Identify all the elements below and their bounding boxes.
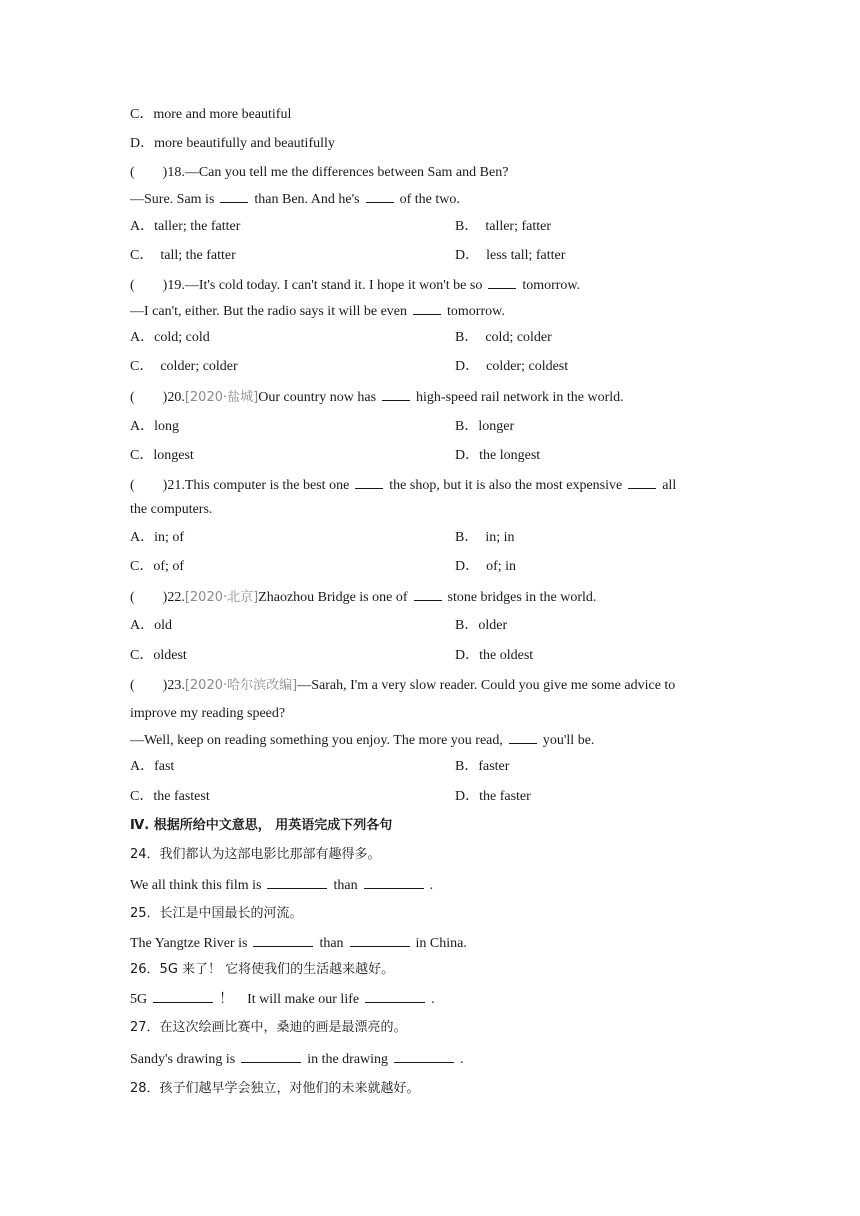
q27-english-sentence [130,1050,464,1069]
q19-dialogue [130,302,505,321]
q23-prefix: ( )23. [130,678,185,693]
q19-option-d: D． colder; coldest [455,359,569,374]
q22-option-b: B．older [455,618,508,633]
q24-part: We all think this film is [130,878,262,893]
answer-blank [350,934,410,947]
q20-prefix: ( )20. [130,390,185,405]
q20-stem [130,388,624,407]
q20-stem-part: high-speed rail network in the world. [416,390,624,405]
q27-part: in the drawing [307,1052,389,1067]
q22-option-d: D．the oldest [455,648,534,663]
answer-blank [365,990,425,1003]
answer-blank [413,302,441,315]
q23-source-tag: [2020·哈尔滨改编] [184,678,298,693]
q21-stem-part: the shop, but it is also the most expensive [389,478,623,493]
q18-option-c: C． tall; the fatter [130,248,236,263]
q25-part: The Yangtze River is [130,936,248,951]
q26-part: . [431,992,435,1007]
q18-dialogue [130,190,460,209]
q19-stem-part: ( )19.—It's cold today. I can't stand it. I hope it won't be so [130,278,483,293]
q20-option-a: A．long [130,419,179,434]
q22-option-a: A．old [130,618,172,633]
answer-blank [153,990,213,1003]
q21-option-d: D． of; in [455,559,517,574]
q26-english-sentence [130,990,435,1009]
q27-chinese-prompt: 27．在这次绘画比赛中，桑迪的画是最漂亮的。 [130,1020,407,1035]
q23-stem-continued: improve my reading speed? [130,706,286,721]
q27-part: . [460,1052,464,1067]
q23-stem-part: —Sarah, I'm a very slow reader. Could you give me some advice to [297,678,676,693]
q24-chinese-prompt: 24．我们都认为这部电影比那部有趣得多。 [130,847,381,862]
q24-english-sentence [130,876,433,895]
q18-dialogue-part: —Sure. Sam is [130,192,215,207]
q17-option-d: D．more beautifully and beautifully [130,136,335,151]
answer-blank [366,190,394,203]
q22-source-tag: [2020·北京] [184,590,259,605]
q23-option-c: C．the fastest [130,789,210,804]
q20-stem-part: Our country now has [258,390,377,405]
q19-option-a: A．cold; cold [130,330,210,345]
q19-option-c: C． colder; colder [130,359,238,374]
q23-option-a: A．fast [130,759,175,774]
q21-option-a: A．in; of [130,530,185,545]
q21-stem [130,476,676,495]
q23-dialogue-part: you'll be. [542,733,595,748]
q26-part: 5G [130,992,148,1007]
q22-prefix: ( )22. [130,590,185,605]
q26-part: ！ It will make our life [219,992,360,1007]
q26-chinese-prompt: 26．5G 来了！ 它将使我们的生活越来越好。 [130,962,395,977]
q28-chinese-prompt: 28．孩子们越早学会独立，对他们的未来就越好。 [130,1081,420,1096]
q17-option-c: C．more and more beautiful [130,107,292,122]
q24-part: . [429,878,434,893]
q21-stem-part: ( )21.This computer is the best one [130,478,350,493]
q19-dialogue-part: —I can't, either. But the radio says it will be even [130,304,408,319]
q20-option-b: B．longer [455,419,515,434]
q22-option-c: C．oldest [130,648,187,663]
q22-stem-part: stone bridges in the world. [447,590,597,605]
q18-dialogue-part: than Ben. And he's [254,192,360,207]
answer-blank [382,388,410,401]
q19-stem-part: tomorrow. [522,278,581,293]
q23-option-d: D．the faster [455,789,531,804]
answer-blank [355,476,383,489]
q20-source-tag: [2020·盐城] [184,390,259,405]
answer-blank [509,731,537,744]
q22-stem-part: Zhaozhou Bridge is one of [258,590,408,605]
answer-blank [220,190,248,203]
q22-stem [130,588,596,607]
q23-dialogue [130,731,594,750]
q18-option-d: D． less tall; fatter [455,248,566,263]
q24-part: than [333,878,358,893]
q23-option-b: B．faster [455,759,510,774]
q21-stem-part: all [662,478,677,493]
answer-blank [414,588,442,601]
q19-option-b: B． cold; colder [455,330,552,345]
q21-option-c: C．of; of [130,559,185,574]
q18-option-a: A．taller; the fatter [130,219,241,234]
q20-option-c: C．longest [130,448,194,463]
q21-option-b: B． in; in [455,530,515,545]
answer-blank [488,276,516,289]
q19-dialogue-part: tomorrow. [447,304,505,319]
answer-blank [394,1050,454,1063]
section-heading: Ⅳ. 根据所给中文意思， 用英语完成下列各句 [130,818,393,833]
q25-part: than [319,936,344,951]
answer-blank [628,476,656,489]
q18-stem: ( )18.—Can you tell me the differences between Sam and Ben? [130,165,509,180]
q19-stem [130,276,580,295]
q18-option-b: B． taller; fatter [455,219,552,234]
answer-blank [241,1050,301,1063]
q27-part: Sandy's drawing is [130,1052,236,1067]
answer-blank [364,876,424,889]
q25-chinese-prompt: 25．长江是中国最长的河流。 [130,906,303,921]
q21-stem-continued: the computers. [130,502,213,517]
answer-blank [267,876,327,889]
q23-dialogue-part: —Well, keep on reading something you enjoy. The more you read, [130,733,503,748]
q18-dialogue-part: of the two. [399,192,460,207]
answer-blank [253,934,313,947]
q25-part: in China. [415,936,467,951]
q20-option-d: D．the longest [455,448,541,463]
q23-stem [130,677,675,695]
q25-english-sentence [130,934,467,953]
